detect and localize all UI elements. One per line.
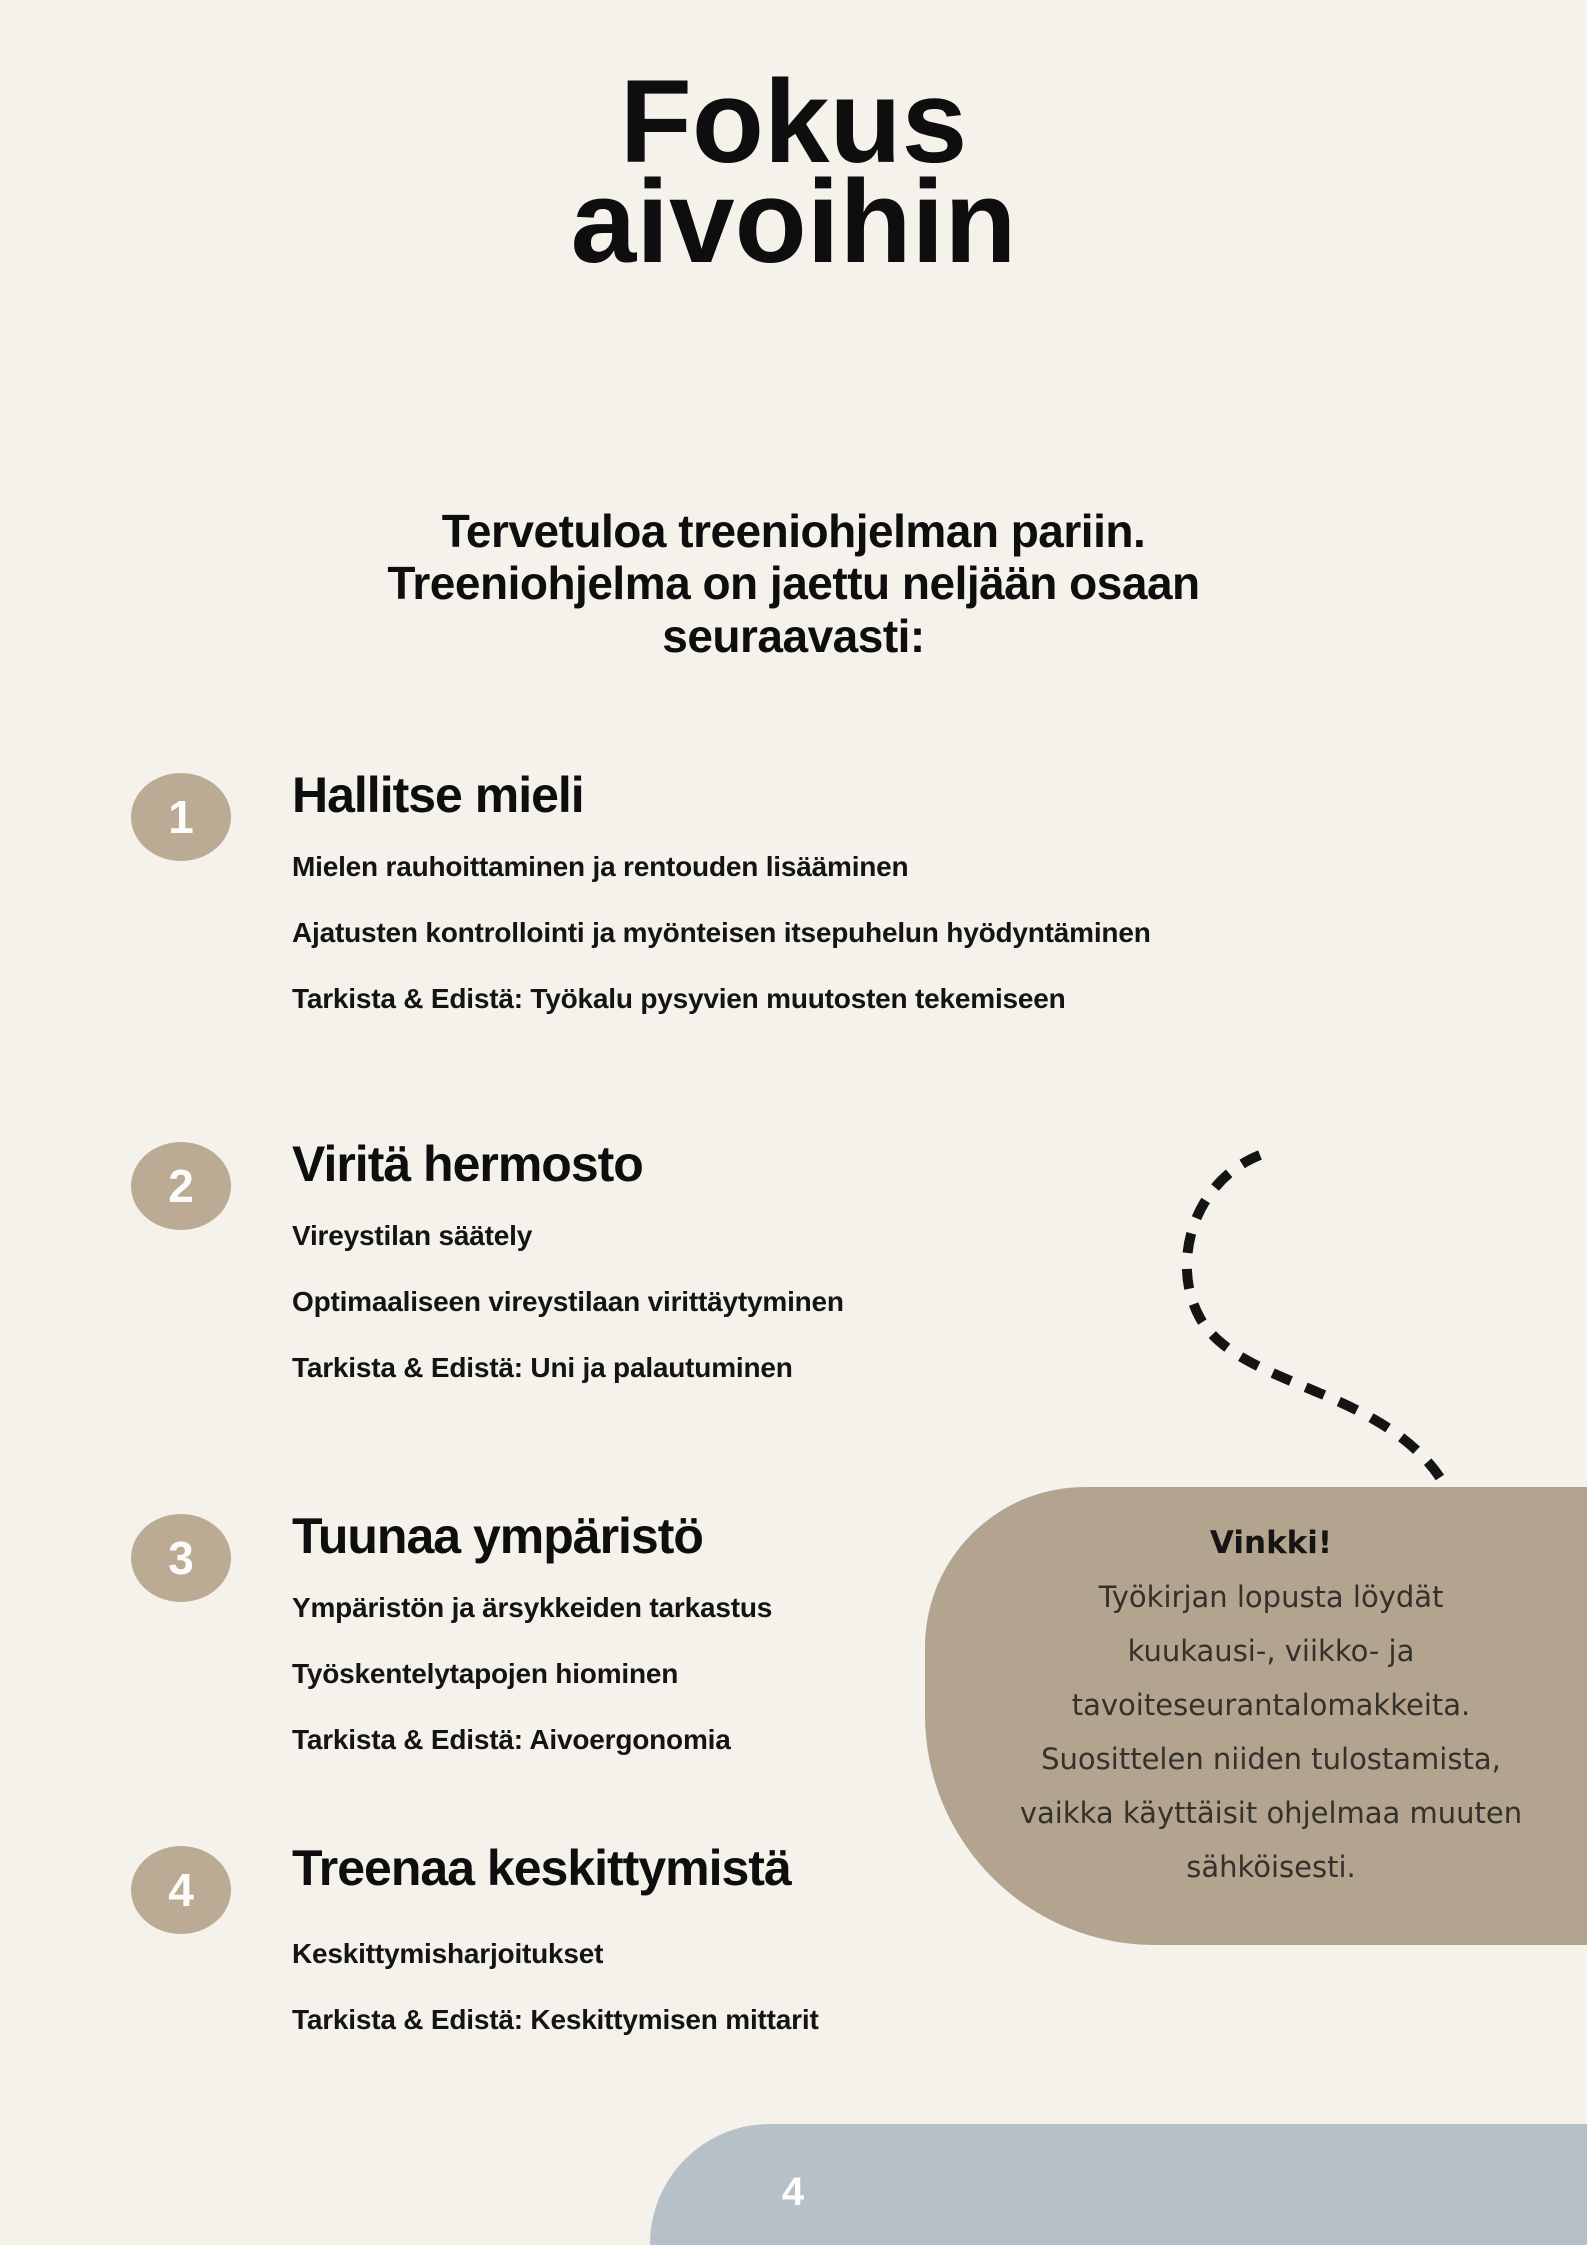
section-item: Tarkista & Edistä: Työkalu pysyvien muutosten tekemiseen (292, 983, 1066, 1014)
section-treenaa-keskittymista (131, 1837, 819, 2034)
section-item: Vireystilan säätely (292, 1220, 533, 1251)
dashed-arrow-icon (1140, 1100, 1500, 1550)
section-tuunaa-ymparisto (131, 1505, 772, 1754)
section-item: Mielen rauhoittaminen ja rentouden lisääminen (292, 851, 909, 882)
page-number: 4 (781, 2170, 805, 2214)
section-number-badge (131, 1846, 231, 1934)
tip-box (925, 1487, 1587, 1945)
section-number: 3 (168, 1532, 194, 1584)
tip-line: kuukausi-, viikko- ja (1127, 1634, 1415, 1668)
section-virita-hermosto (131, 1133, 844, 1382)
page-title-line1: Fokus (619, 56, 968, 188)
intro-text (0, 505, 1587, 662)
section-number: 2 (168, 1160, 194, 1212)
section-number-badge (131, 1142, 231, 1230)
section-item: Ympäristön ja ärsykkeiden tarkastus (292, 1592, 773, 1623)
tip-line: Suosittelen niiden tulostamista, (1041, 1742, 1501, 1776)
section-heading: Hallitse mieli (292, 767, 584, 823)
page-title (0, 56, 1587, 289)
section-heading: Viritä hermosto (292, 1136, 643, 1192)
tip-line: sähköisesti. (1186, 1850, 1356, 1884)
section-number: 1 (168, 791, 194, 843)
tip-line: Työkirjan lopusta löydät (1098, 1580, 1444, 1614)
section-item: Optimaaliseen vireystilaan virittäytyminen (292, 1286, 844, 1317)
tip-line: vaikka käyttäisit ohjelmaa muuten (1019, 1796, 1523, 1830)
section-number: 4 (168, 1864, 194, 1916)
intro-line3: seuraavasti: (662, 609, 925, 662)
intro-line2: Treeniohjelma on jaettu neljään osaan (387, 557, 1200, 610)
section-heading: Treenaa keskittymistä (292, 1840, 791, 1896)
section-number-badge (131, 773, 231, 861)
section-item: Keskittymisharjoitukset (292, 1938, 604, 1969)
tip-line: tavoiteseurantalomakkeita. (1071, 1688, 1471, 1722)
intro-line1: Tervetuloa treeniohjelman pariin. (441, 505, 1146, 557)
section-item: Tarkista & Edistä: Aivoergonomia (292, 1724, 731, 1755)
section-number-badge (131, 1514, 231, 1602)
section-item: Työskentelytapojen hiominen (292, 1658, 679, 1689)
section-hallitse-mieli (131, 764, 1151, 1013)
page-title-line2: aivoihin (570, 156, 1017, 289)
section-item: Ajatusten kontrollointi ja myönteisen itsepuhelun hyödyntäminen (292, 917, 1151, 948)
section-item: Tarkista & Edistä: Keskittymisen mittarit (292, 2004, 819, 2035)
tip-title: Vinkki! (1209, 1525, 1333, 1561)
section-heading: Tuunaa ympäristö (292, 1508, 703, 1564)
section-item: Tarkista & Edistä: Uni ja palautuminen (292, 1352, 793, 1383)
